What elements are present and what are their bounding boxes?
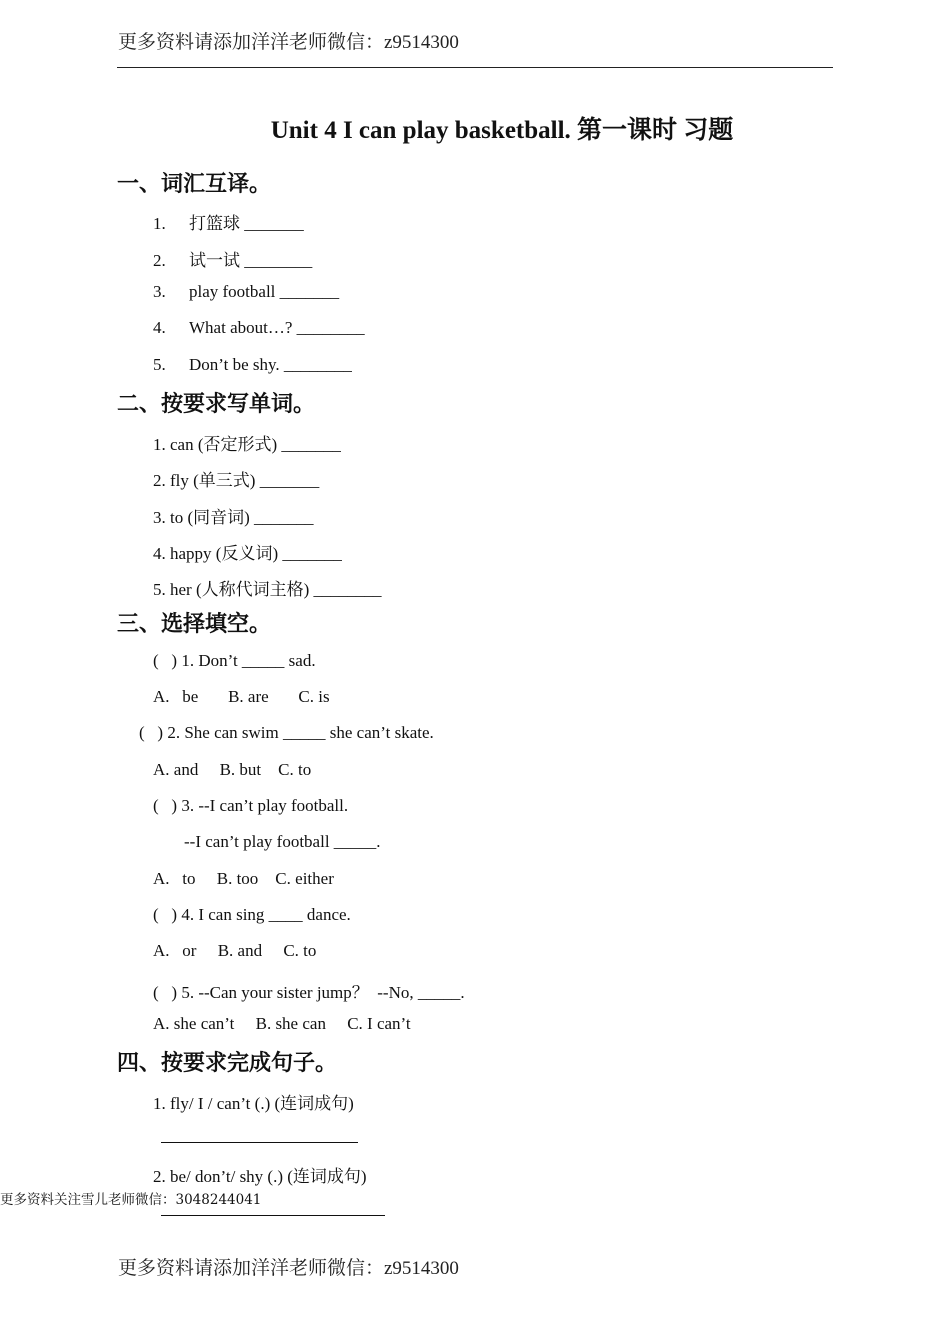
question-line: ( ) 4. I can sing ____ dance. bbox=[153, 905, 351, 924]
item-text: play football _______ bbox=[189, 282, 340, 301]
list-item: 3. to (同音词) _______ bbox=[153, 508, 314, 527]
list-item: 1. fly/ I / can’t (.) (连词成句) bbox=[153, 1094, 354, 1113]
watermark-text: 更多资料关注雪儿老师微信：3048244041 bbox=[0, 1192, 262, 1208]
page-header-text: 更多资料请添加洋洋老师微信：z9514300 bbox=[118, 32, 459, 53]
item-text: 试一试 ________ bbox=[189, 251, 313, 270]
section-1-heading: 一、词汇互译。 bbox=[117, 172, 272, 197]
options-line: A. and B. but C. to bbox=[153, 760, 312, 779]
list-item bbox=[153, 355, 352, 375]
answer-line bbox=[161, 1142, 358, 1143]
header-divider bbox=[117, 67, 833, 68]
options-line: A. to B. too C. either bbox=[153, 869, 334, 888]
item-number: 1. bbox=[153, 214, 166, 233]
item-number: 5. bbox=[153, 355, 166, 374]
section-2-heading: 二、按要求写单词。 bbox=[117, 392, 316, 417]
list-item: 5. her (人称代词主格) ________ bbox=[153, 580, 382, 599]
item-text: Don’t be shy. ________ bbox=[189, 355, 352, 374]
list-item bbox=[153, 282, 339, 302]
list-item bbox=[153, 209, 304, 234]
item-text: What about…? ________ bbox=[189, 318, 365, 337]
list-item: 4. happy (反义词) _______ bbox=[153, 544, 342, 563]
question-line: --I can’t play football _____. bbox=[184, 832, 381, 851]
question-line: ( ) 5. --Can your sister jump？ --No, _____. bbox=[153, 983, 465, 1002]
options-line: A. or B. and C. to bbox=[153, 941, 317, 960]
list-item: 2. be/ don’t/ shy (.) (连词成句) bbox=[153, 1167, 367, 1186]
section-4-heading: 四、按要求完成句子。 bbox=[117, 1051, 338, 1076]
question-line: ( ) 1. Don’t _____ sad. bbox=[153, 651, 316, 670]
question-line: ( ) 2. She can swim _____ she can’t skate. bbox=[139, 723, 434, 742]
page-title: Unit 4 I can play basketball. 第一课时 习题 bbox=[270, 117, 734, 144]
list-item bbox=[153, 246, 312, 271]
item-text: 打篮球 _______ bbox=[189, 214, 304, 233]
answer-line bbox=[161, 1215, 385, 1216]
options-line: A. be B. are C. is bbox=[153, 687, 330, 706]
options-line: A. she can’t B. she can C. I can’t bbox=[153, 1014, 411, 1033]
item-number: 3. bbox=[153, 282, 166, 301]
list-item bbox=[153, 318, 365, 338]
item-number: 2. bbox=[153, 251, 166, 270]
list-item: 1. can (否定形式) _______ bbox=[153, 435, 341, 454]
section-3-heading: 三、选择填空。 bbox=[117, 612, 272, 637]
question-line: ( ) 3. --I can’t play football. bbox=[153, 796, 349, 815]
list-item: 2. fly (单三式) _______ bbox=[153, 471, 320, 490]
page-footer-text: 更多资料请添加洋洋老师微信：z9514300 bbox=[118, 1258, 459, 1279]
item-number: 4. bbox=[153, 318, 166, 337]
